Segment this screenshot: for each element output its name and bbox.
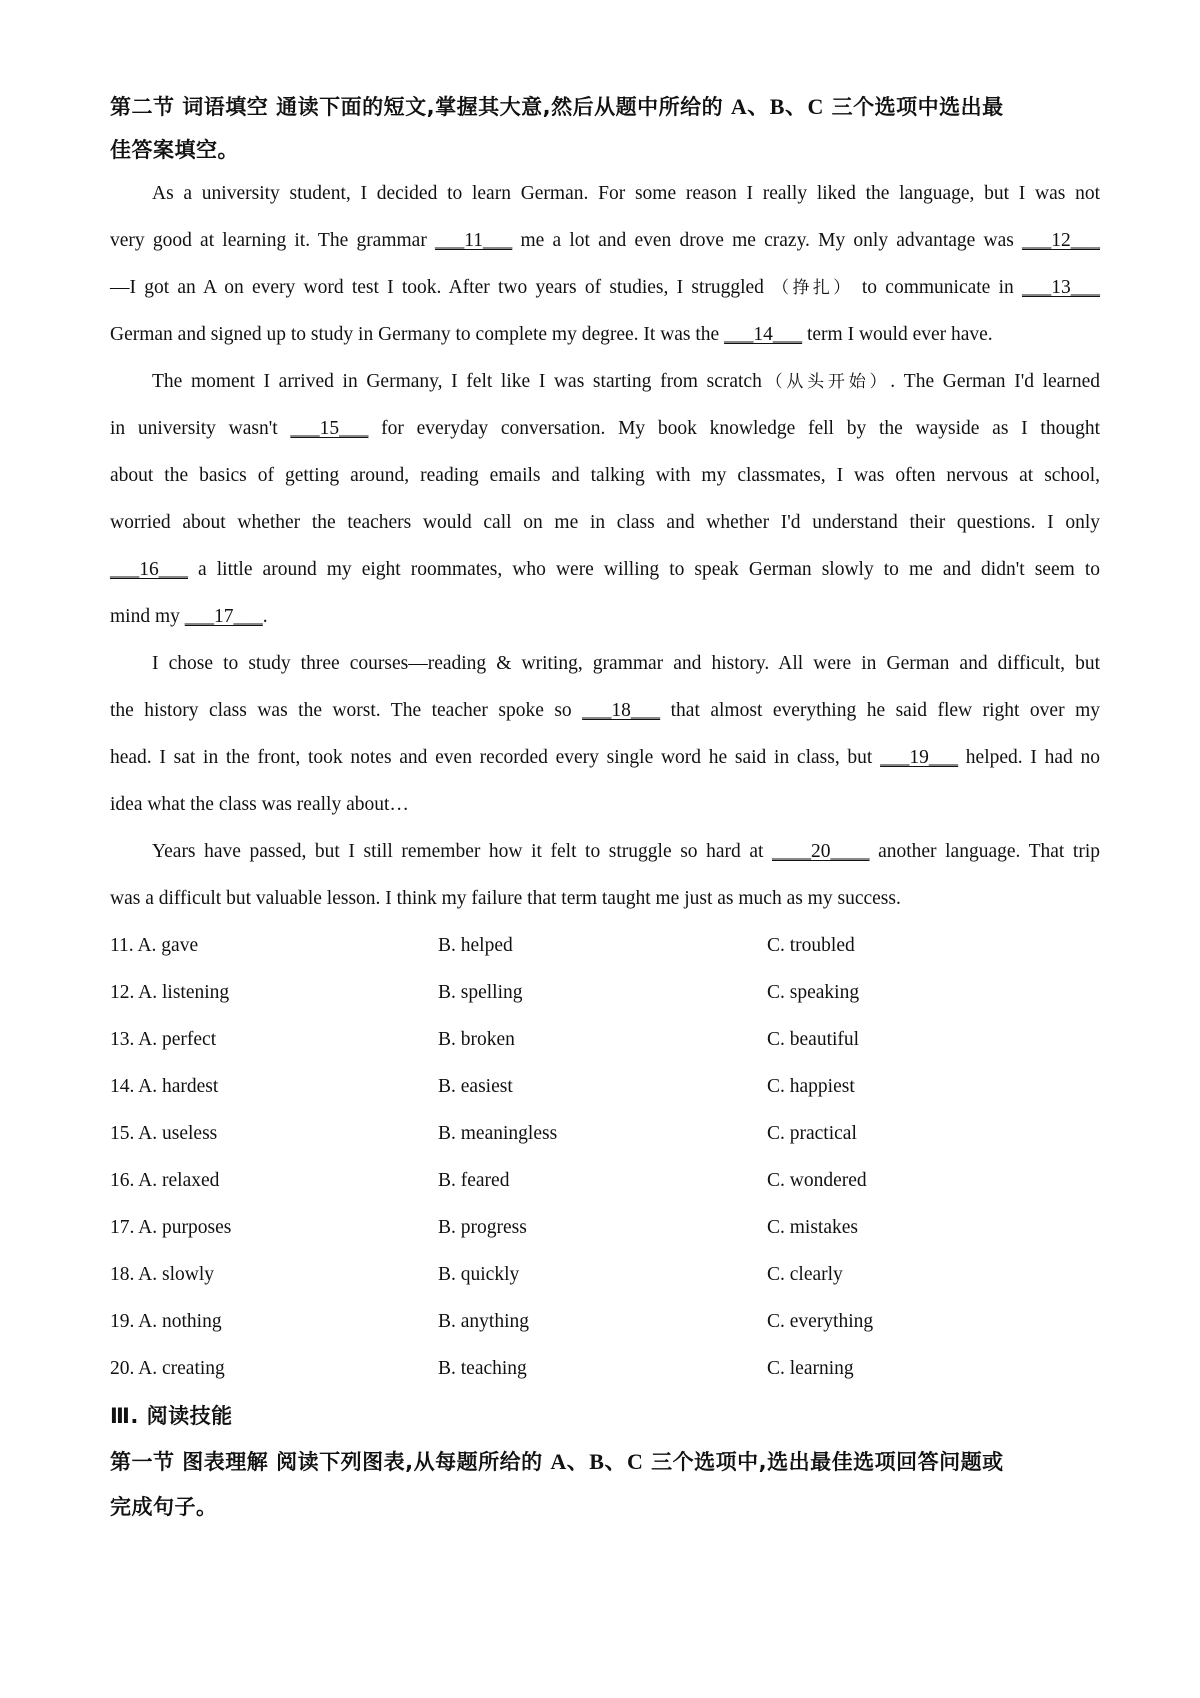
blank-14[interactable]: ___14___ (724, 324, 803, 345)
option-a[interactable]: 18. A. slowly (110, 1264, 215, 1285)
heading-text: 三个选项中选出最 (823, 95, 1004, 119)
text: mind my (110, 606, 185, 627)
text: term I would ever have. (802, 324, 993, 345)
option-a[interactable]: 16. A. relaxed (110, 1170, 220, 1191)
passage-p4-line-2: was a difficult but valuable lesson. I think my failure that term taught me just as much as my success. (110, 888, 901, 909)
option-a[interactable]: 17. A. purposes (110, 1217, 232, 1238)
text: for everyday conversation. My book knowledge fell by the wayside as I thought (368, 418, 1100, 439)
section-3-title: Ⅲ. 阅读技能 (110, 1404, 233, 1428)
text: German and signed up to study in Germany to complete my degree. It was the (110, 324, 725, 345)
option-c[interactable]: C. troubled (767, 935, 855, 956)
option-a[interactable]: 19. A. nothing (110, 1311, 222, 1332)
option-b[interactable]: B. feared (438, 1170, 510, 1191)
text: to communicate in (853, 277, 1022, 298)
text: the history class was the worst. The teacher spoke so (110, 700, 583, 721)
blank-12[interactable]: ___12___ (1022, 230, 1101, 251)
heading-options-letters: A、B、C (550, 1449, 644, 1474)
option-b[interactable]: B. easiest (438, 1076, 513, 1097)
passage-p2-line-5 (110, 557, 1100, 583)
passage-p2-line-6 (110, 604, 268, 630)
passage-p2-line-1 (152, 369, 1100, 395)
text: me a lot and even drove me crazy. My only advantage was (512, 230, 1023, 251)
text: helped. I had no (958, 747, 1100, 768)
passage-p4-line-1 (152, 839, 1100, 865)
option-c[interactable]: C. learning (767, 1358, 854, 1379)
passage-p2-line-4: worried about whether the teachers would call on me in class and whether I'd understand their questions. I only (110, 512, 1100, 533)
passage-p3-line-1: I chose to study three courses—reading & writing, grammar and history. All were in German and difficult, but (152, 653, 1100, 674)
option-b[interactable]: B. meaningless (438, 1123, 558, 1144)
blank-20[interactable]: ____20____ (772, 841, 870, 862)
text: . (262, 606, 268, 627)
option-c[interactable]: C. speaking (767, 982, 860, 1003)
text: that almost everything he said flew right over my (660, 700, 1100, 721)
blank-15[interactable]: ___15___ (290, 418, 369, 439)
blank-19[interactable]: ___19___ (880, 747, 959, 768)
option-b[interactable]: B. teaching (438, 1358, 527, 1379)
option-a[interactable]: 14. A. hardest (110, 1076, 219, 1097)
section-3-subheading-line-1 (110, 1447, 1004, 1477)
option-c[interactable]: C. mistakes (767, 1217, 858, 1238)
text: head. I sat in the front, took notes and even recorded every single word he said in class, but (110, 747, 881, 768)
chinese-gloss: （从头开始） (761, 372, 891, 392)
passage-p2-line-2 (110, 416, 1100, 442)
passage-p2-line-3: about the basics of getting around, reading emails and talking with my classmates, I was often nervous at school, (110, 465, 1100, 486)
heading-options-letters: A、B、C (730, 94, 824, 119)
text: very good at learning it. The grammar (110, 230, 436, 251)
text: a little around my eight roommates, who were willing to speak German slowly to me and didn't seem to (188, 559, 1100, 580)
section-2-heading-line-1 (110, 92, 1004, 122)
option-c[interactable]: C. clearly (767, 1264, 843, 1285)
blank-16[interactable]: ___16___ (110, 559, 188, 580)
passage-p3-line-2 (110, 698, 1100, 724)
passage-p1-line-3 (110, 275, 1100, 301)
passage-p3-line-3 (110, 745, 1100, 771)
text: another language. That trip (869, 841, 1100, 862)
passage-p3-line-4: idea what the class was really about… (110, 794, 409, 815)
passage-p1-line-4 (110, 322, 993, 348)
chinese-gloss: （挣扎） (772, 278, 854, 298)
blank-17[interactable]: ___17___ (184, 606, 263, 627)
passage-p1-line-2 (110, 228, 1100, 254)
option-a[interactable]: 11. A. gave (110, 935, 199, 956)
heading-text: 三个选项中,选出最佳选项回答问题或 (643, 1450, 1004, 1474)
option-a[interactable]: 12. A. listening (110, 982, 230, 1003)
text: . The German I'd learned (890, 371, 1100, 392)
option-b[interactable]: B. helped (438, 935, 513, 956)
option-c[interactable]: C. wondered (767, 1170, 867, 1191)
text: in university wasn't (110, 418, 291, 439)
heading-text: 第一节 图表理解 阅读下列图表,从每题所给的 (110, 1450, 551, 1474)
text: The moment I arrived in Germany, I felt like I was starting from scratch (152, 371, 762, 392)
option-a[interactable]: 15. A. useless (110, 1123, 218, 1144)
blank-13[interactable]: ___13___ (1022, 277, 1100, 298)
heading-text: 第二节 词语填空 通读下面的短文,掌握其大意,然后从题中所给的 (110, 95, 731, 119)
option-c[interactable]: C. beautiful (767, 1029, 860, 1050)
option-b[interactable]: B. spelling (438, 982, 523, 1003)
option-b[interactable]: B. progress (438, 1217, 527, 1238)
blank-18[interactable]: ___18___ (582, 700, 661, 721)
option-c[interactable]: C. happiest (767, 1076, 855, 1097)
option-a[interactable]: 13. A. perfect (110, 1029, 217, 1050)
passage-p1-line-1: As a university student, I decided to learn German. For some reason I really liked the language, but I was not (152, 183, 1100, 204)
section-2-heading-line-2: 佳答案填空。 (110, 138, 239, 162)
text: Years have passed, but I still remember how it felt to struggle so hard at (152, 841, 772, 862)
option-b[interactable]: B. quickly (438, 1264, 520, 1285)
option-b[interactable]: B. anything (438, 1311, 529, 1332)
option-a[interactable]: 20. A. creating (110, 1358, 225, 1379)
option-c[interactable]: C. everything (767, 1311, 874, 1332)
option-c[interactable]: C. practical (767, 1123, 857, 1144)
blank-11[interactable]: ___11___ (435, 230, 513, 251)
section-3-subheading-line-2: 完成句子。 (110, 1495, 218, 1519)
option-b[interactable]: B. broken (438, 1029, 515, 1050)
text: —I got an A on every word test I took. After two years of studies, I struggled (110, 277, 773, 298)
